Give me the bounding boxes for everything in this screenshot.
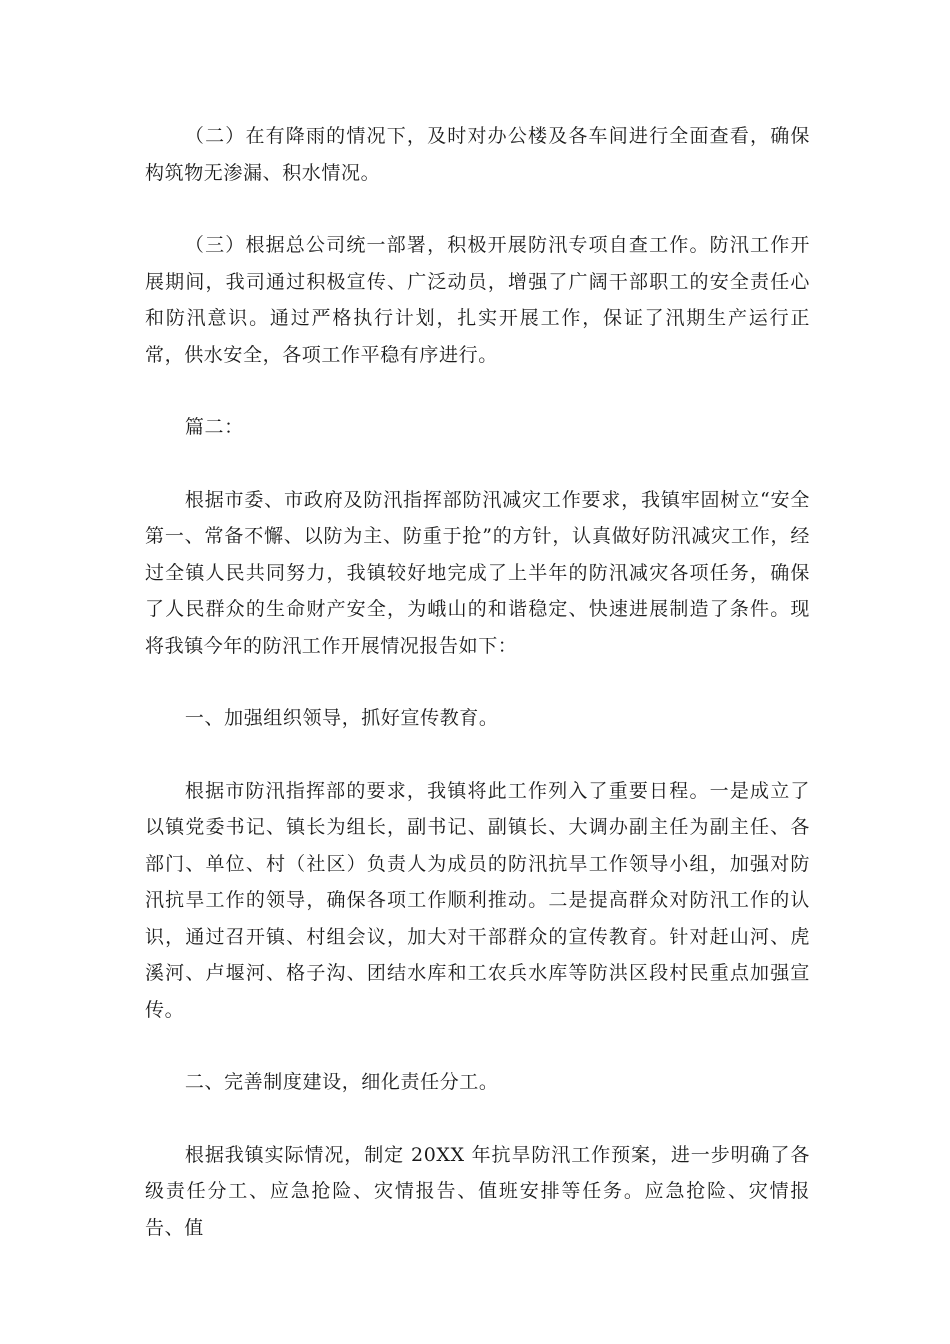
paragraph-section-3: （三）根据总公司统一部署，积极开展防汛专项自查工作。防汛工作开展期间，我司通过积极宣传、广泛动员，增强了广阔干部职工的安全责任心和防汛意识。通过严格执行计划，扎实开展工作，保证了汛期生产运行正常，供水安全，各项工作平稳有序进行。: [145, 234, 810, 366]
section-one-heading: 一、加强组织领导，抓好宣传教育。: [184, 707, 499, 729]
paragraph-section-two: 根据我镇实际情况，制定 20XX 年抗旱防汛工作预案，进一步明确了各级责任分工、应急抢险、灾情报告、值班安排等任务。应急抢险、灾情报告、值: [145, 1143, 810, 1239]
part-two-heading: 篇二：: [184, 416, 244, 438]
section-two-heading: 二、完善制度建设，细化责任分工。: [184, 1071, 499, 1093]
document-body: [145, 118, 810, 1282]
paragraph-section-2: （二）在有降雨的情况下，及时对办公楼及各车间进行全面查看，确保构筑物无渗漏、积水情况。: [145, 125, 810, 184]
paragraph-section-one: 根据市防汛指挥部的要求，我镇将此工作列入了重要日程。一是成立了以镇党委书记、镇长为组长，副书记、副镇长、大调办副主任为副主任、各部门、单位、村（社区）负责人为成员的防汛抗旱工作领导小组，加强对防汛抗旱工作的领导，确保各项工作顺利推动。二是提高群众对防汛工作的认识，通过召开镇、村组会议，加大对干部群众的宣传教育。针对赶山河、虎溪河、卢堰河、格子沟、团结水库和工农兵水库等防洪区段村民重点加强宣传。: [145, 779, 810, 1021]
paragraph-intro: 根据市委、市政府及防汛指挥部防汛减灾工作要求，我镇牢固树立“安全第一、常备不懈、以防为主、防重于抢”的方针，认真做好防汛减灾工作，经过全镇人民共同努力，我镇较好地完成了上半年的防汛减灾各项任务，确保了人民群众的生命财产安全，为峨山的和谐稳定、快速进展制造了条件。现将我镇今年的防汛工作开展情况报告如下：: [145, 488, 810, 657]
